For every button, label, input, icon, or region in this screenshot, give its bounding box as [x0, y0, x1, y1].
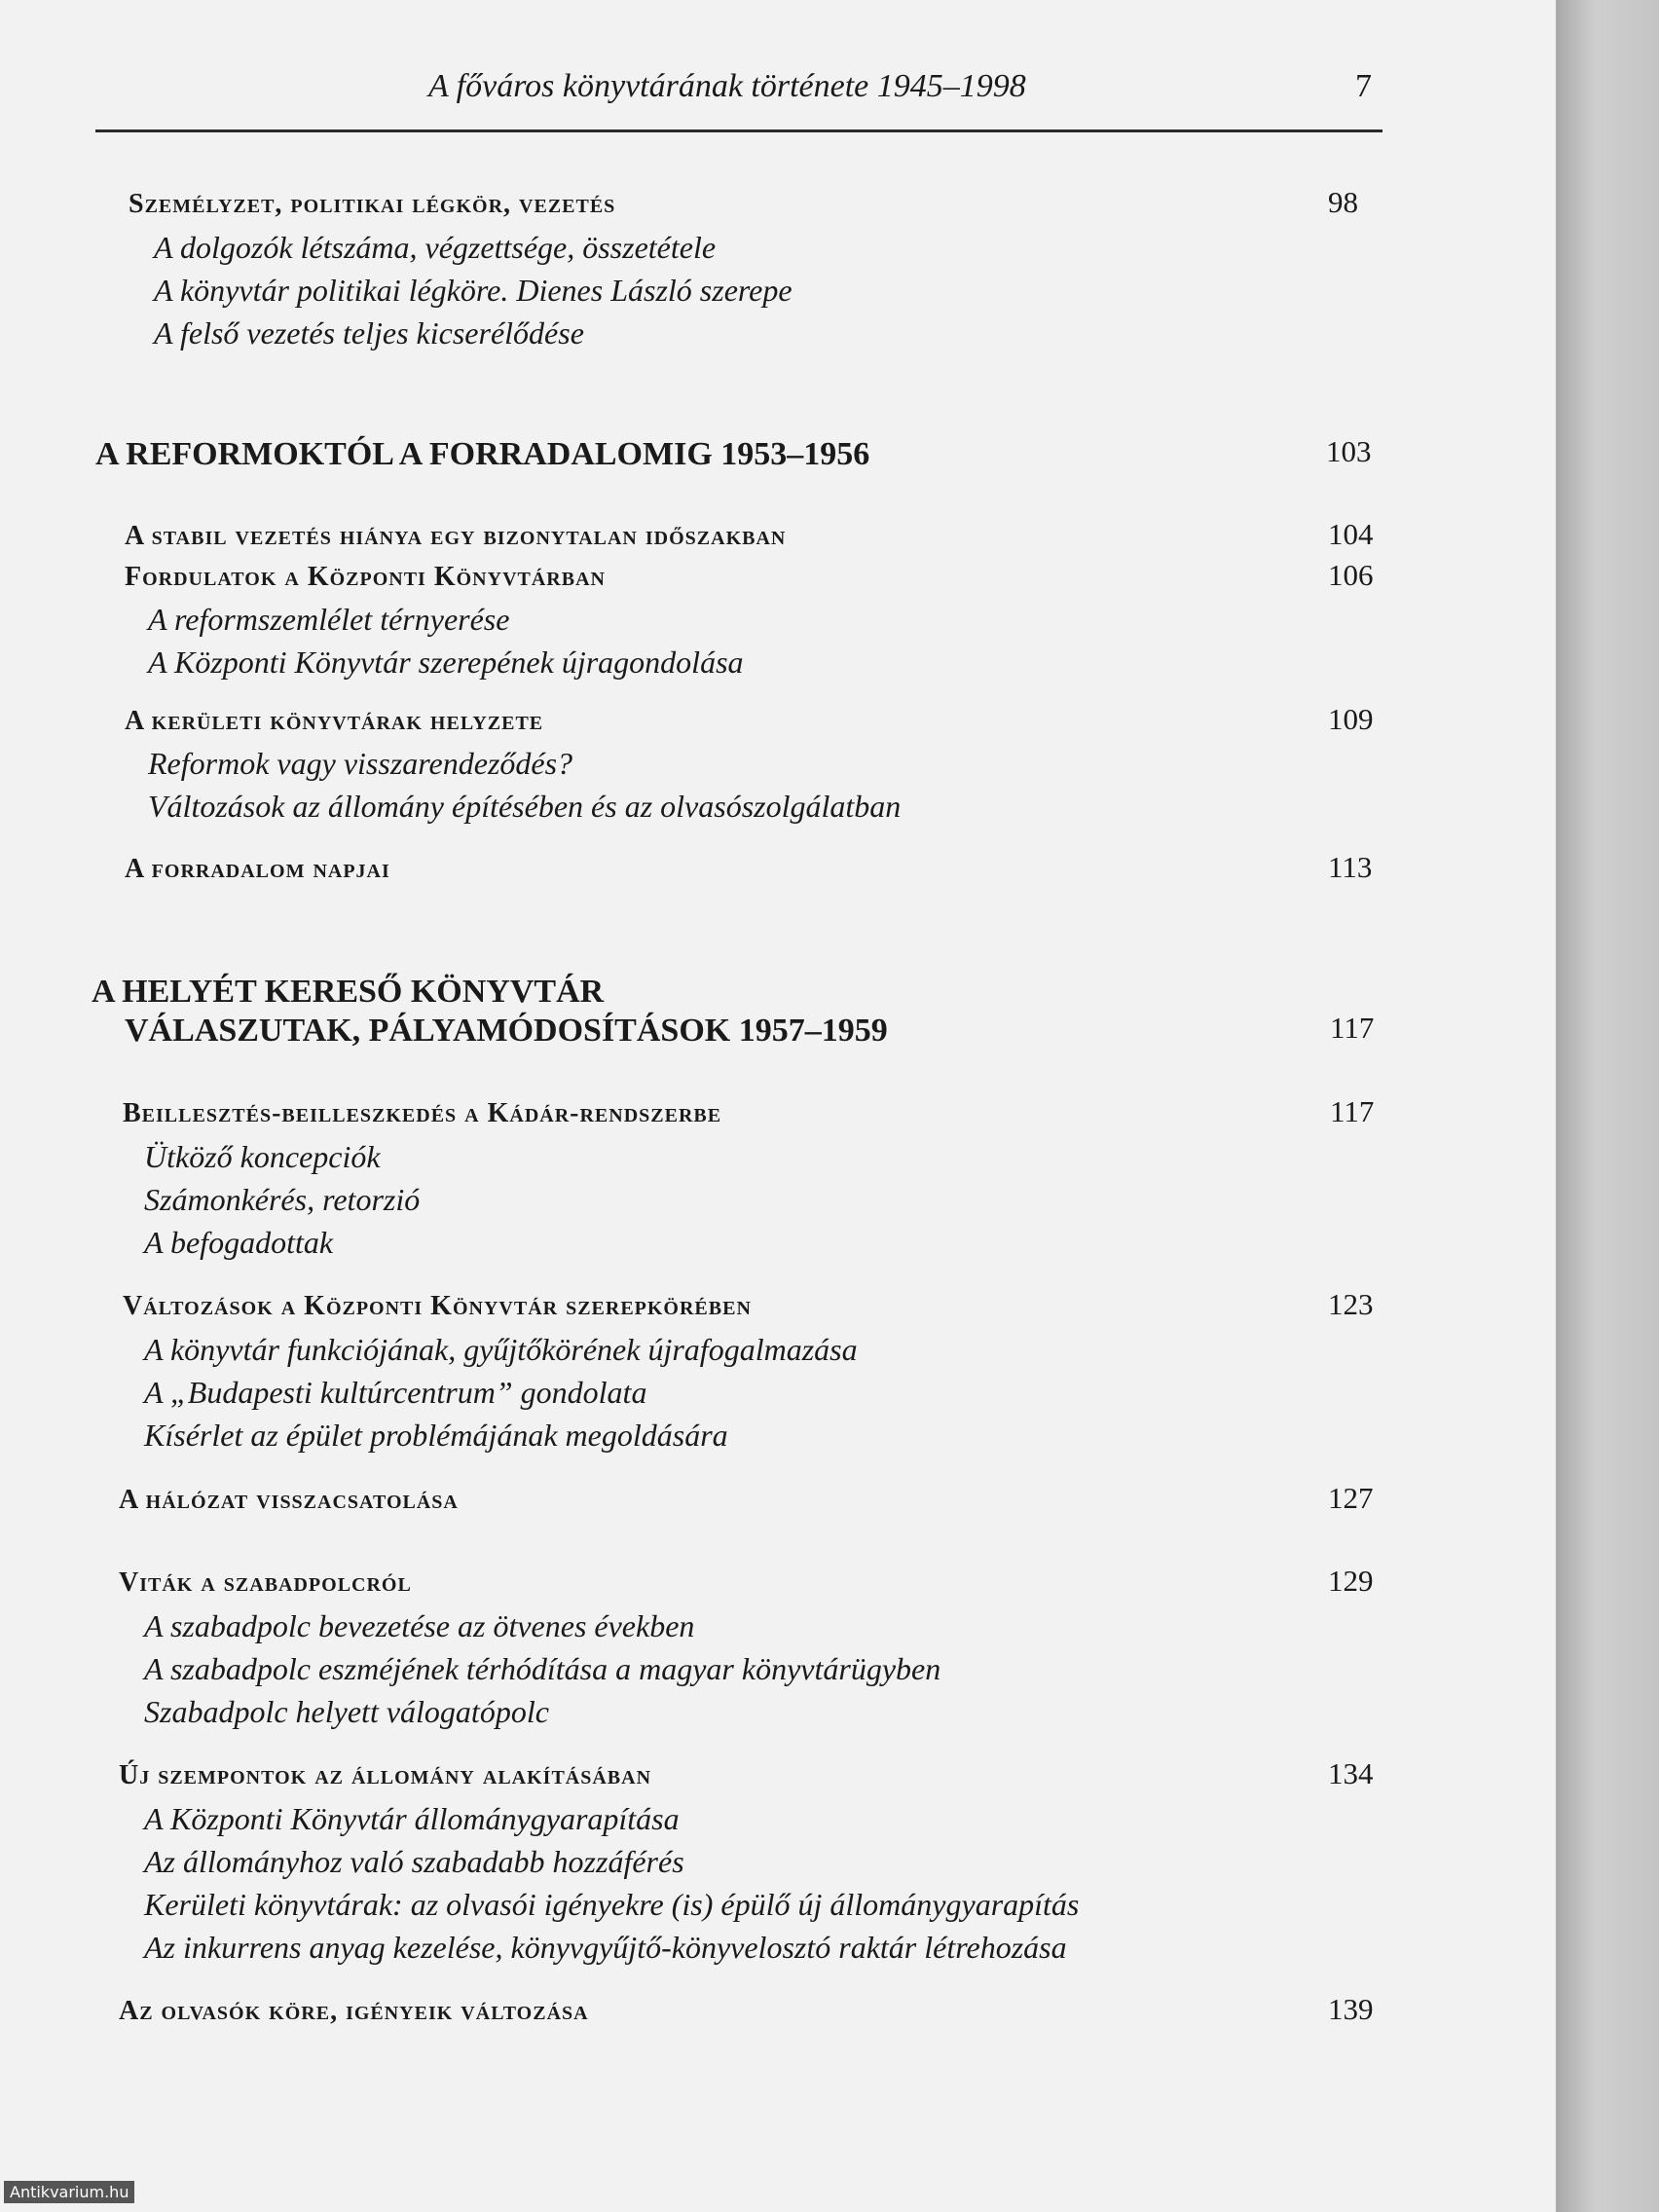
toc-sub-title: Az inkurrens anyag kezelése, könyvgyűjtő-könyvelosztó raktár létrehozása: [144, 1930, 1067, 1965]
toc-sub-title: A „Budapesti kultúrcentrum” gondolata: [144, 1375, 647, 1410]
toc-chapter-title: VÁLASZUTAK, PÁLYAMÓDOSÍTÁSOK 1957–1959: [125, 1013, 888, 1049]
toc-section-title: Személyzet, politikai légkör, vezetés: [129, 189, 616, 219]
toc-section-title: Új szempontok az állomány alakításában: [119, 1760, 652, 1790]
toc-sub-title: Változások az állomány építésében és az olvasószolgálatban: [148, 789, 902, 824]
page-number: 7: [1355, 68, 1372, 104]
toc-section-title: Viták a szabadpolcról: [119, 1567, 412, 1598]
book-gutter: [1556, 0, 1659, 2212]
toc-page-number: 139: [1328, 1992, 1374, 2026]
toc-sub-title: A szabadpolc bevezetése az ötvenes években: [144, 1608, 695, 1643]
toc-sub-title: A könyvtár politikai légköre. Dienes László szerepe: [154, 273, 793, 308]
toc-sub-title: A felső vezetés teljes kicserélődése: [154, 315, 584, 350]
header-rule: [95, 129, 1382, 132]
toc-page-number: 104: [1328, 517, 1374, 551]
toc-section-title: A kerületi könyvtárak helyzete: [125, 706, 544, 736]
toc-page-number: 134: [1328, 1756, 1374, 1790]
toc-sub-title: Számonkérés, retorzió: [144, 1182, 421, 1217]
toc-sub-title: Ütköző koncepciók: [144, 1139, 381, 1174]
toc-section-title: A forradalom napjai: [125, 854, 390, 884]
toc-page-number: 103: [1326, 434, 1372, 468]
toc-page-number: 117: [1330, 1011, 1375, 1045]
toc-section-title: Fordulatok a Központi Könyvtárban: [125, 562, 606, 592]
toc-chapter-title: A REFORMOKTÓL A FORRADALOMIG 1953–1956: [95, 436, 870, 472]
toc-sub-title: Kísérlet az épület problémájának megoldására: [144, 1418, 728, 1453]
toc-page-number: 129: [1328, 1564, 1374, 1598]
toc-section-title: Az olvasók köre, igényeik változása: [119, 1996, 589, 2026]
toc-section-title: A hálózat visszacsatolása: [119, 1485, 459, 1515]
toc-sub-title: A könyvtár funkciójának, gyűjtőkörének újrafogalmazása: [144, 1332, 858, 1367]
toc-page-number: 113: [1328, 850, 1373, 884]
toc-section-title: Beillesztés-beilleszkedés a Kádár-rendszerbe: [123, 1098, 722, 1128]
toc-sub-title: Kerületi könyvtárak: az olvasói igényekre (is) épülő új állománygyarapítás: [144, 1887, 1080, 1922]
toc-sub-title: Az állományhoz való szabadabb hozzáférés: [144, 1844, 684, 1879]
toc-sub-title: A Központi Könyvtár szerepének újragondolása: [148, 645, 744, 680]
toc-sub-title: A dolgozók létszáma, végzettsége, összetétele: [154, 230, 717, 265]
toc-page-number: 98: [1328, 185, 1358, 219]
toc-sub-title: A Központi Könyvtár állománygyarapítása: [144, 1801, 680, 1836]
watermark: Antikvarium.hu: [4, 2181, 134, 2203]
toc-sub-title: A szabadpolc eszméjének térhódítása a magyar könyvtárügyben: [144, 1651, 941, 1686]
toc-section-title: Változások a Központi Könyvtár szerepkörében: [123, 1291, 752, 1321]
toc-chapter-title: A HELYÉT KERESŐ KÖNYVTÁR: [92, 974, 605, 1010]
toc-page-number: 127: [1328, 1481, 1374, 1515]
toc-page-number: 109: [1328, 702, 1374, 736]
toc-page-number: 123: [1328, 1287, 1374, 1321]
toc-sub-title: A befogadottak: [144, 1225, 334, 1260]
toc-sub-title: A reformszemlélet térnyerése: [148, 602, 510, 637]
toc-section-title: A stabil vezetés hiánya egy bizonytalan időszakban: [125, 521, 787, 551]
toc-page-number: 117: [1330, 1094, 1375, 1128]
running-header-title: A főváros könyvtárának története 1945–1998: [428, 68, 1026, 104]
toc-sub-title: Reformok vagy visszarendeződés?: [148, 746, 573, 781]
toc-page-number: 106: [1328, 558, 1374, 592]
toc-sub-title: Szabadpolc helyett válogatópolc: [144, 1694, 549, 1729]
